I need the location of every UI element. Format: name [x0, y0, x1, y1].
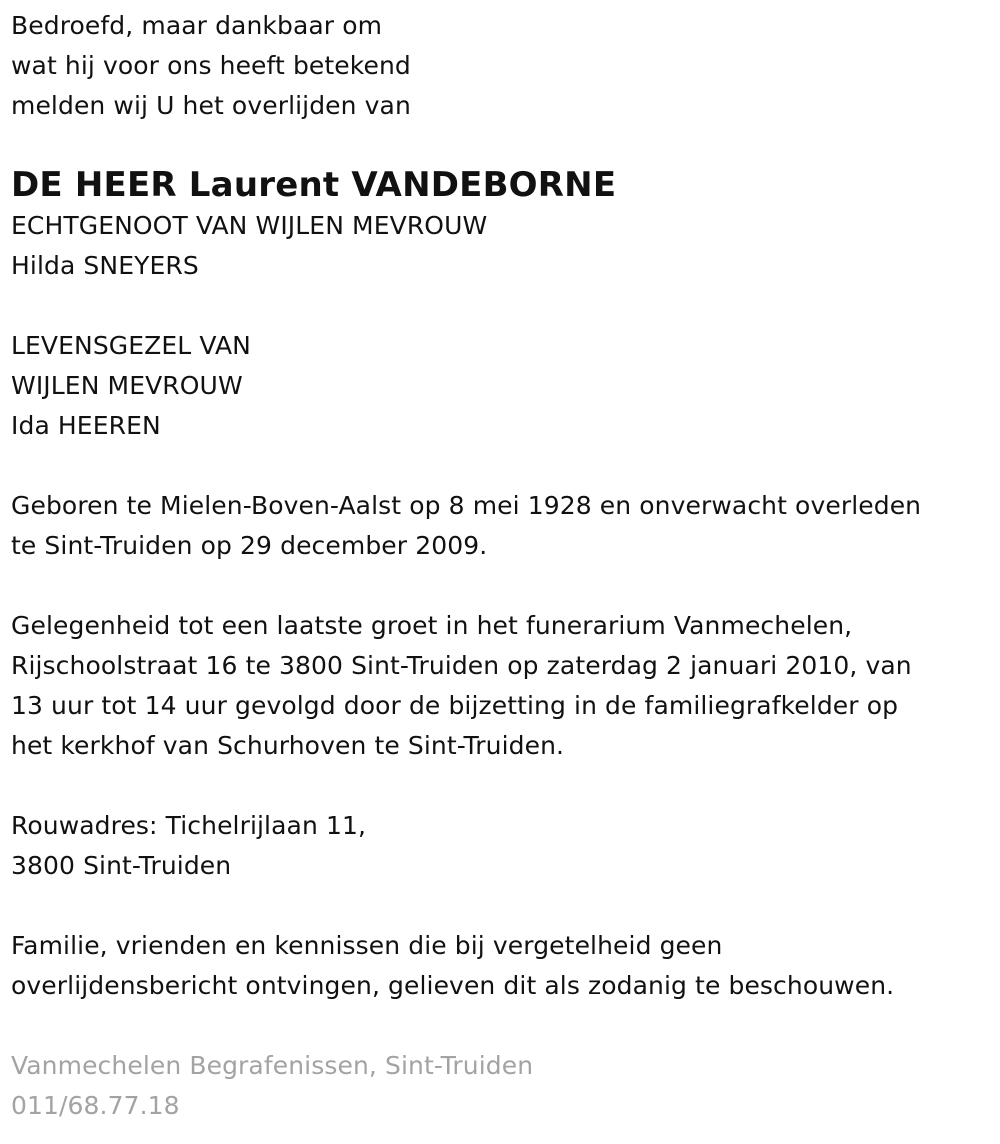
spacer [11, 766, 986, 806]
birth-death-line: te Sint-Truiden op 29 december 2009. [11, 531, 488, 560]
spacer [11, 446, 986, 486]
spouse-line: ECHTGENOOT VAN WIJLEN MEVROUW [11, 211, 488, 240]
partner-line: WIJLEN MEVROUW [11, 371, 243, 400]
farewell-line: 13 uur tot 14 uur gevolgd door de bijzetting in de familiegrafkelder op [11, 691, 899, 720]
farewell-line: Gelegenheid tot een laatste groet in het funerarium Vanmechelen, [11, 611, 853, 640]
closing-line: Familie, vrienden en kennissen die bij vergetelheid geen [11, 931, 723, 960]
address-line: Rouwadres: Tichelrijlaan 11, [11, 811, 366, 840]
intro-line: melden wij U het overlijden van [11, 91, 411, 120]
farewell-line: het kerkhof van Schurhoven te Sint-Truiden. [11, 731, 565, 760]
partner-name: Ida HEEREN [11, 411, 161, 440]
deceased-name: DE HEER Laurent VANDEBORNE [11, 165, 617, 205]
spacer [11, 286, 986, 326]
footer-phone: 011/68.77.18 [11, 1091, 180, 1120]
birth-death-line: Geboren te Mielen-Boven-Aalst op 8 mei 1928 en onverwacht overleden [11, 491, 922, 520]
farewell-line: Rijschoolstraat 16 te 3800 Sint-Truiden op zaterdag 2 januari 2010, van [11, 651, 912, 680]
footer-company: Vanmechelen Begrafenissen, Sint-Truiden [11, 1051, 534, 1080]
partner-line: LEVENSGEZEL VAN [11, 331, 251, 360]
intro-paragraph [11, 6, 986, 126]
intro-line: wat hij voor ons heeft betekend [11, 51, 411, 80]
spouse-paragraph [11, 206, 986, 286]
spacer [11, 126, 986, 158]
spacer [11, 566, 986, 606]
farewell-paragraph [11, 606, 986, 766]
spouse-name: Hilda SNEYERS [11, 251, 199, 280]
address-line: 3800 Sint-Truiden [11, 851, 232, 880]
address-paragraph [11, 806, 986, 886]
footer [11, 1046, 986, 1126]
birth-death-paragraph [11, 486, 986, 566]
intro-line: Bedroefd, maar dankbaar om [11, 11, 383, 40]
closing-line: overlijdensbericht ontvingen, gelieven dit als zodanig te beschouwen. [11, 971, 895, 1000]
death-notice [11, 6, 986, 1126]
spacer [11, 886, 986, 926]
partner-paragraph [11, 326, 986, 446]
closing-paragraph [11, 926, 986, 1006]
spacer [11, 1006, 986, 1046]
